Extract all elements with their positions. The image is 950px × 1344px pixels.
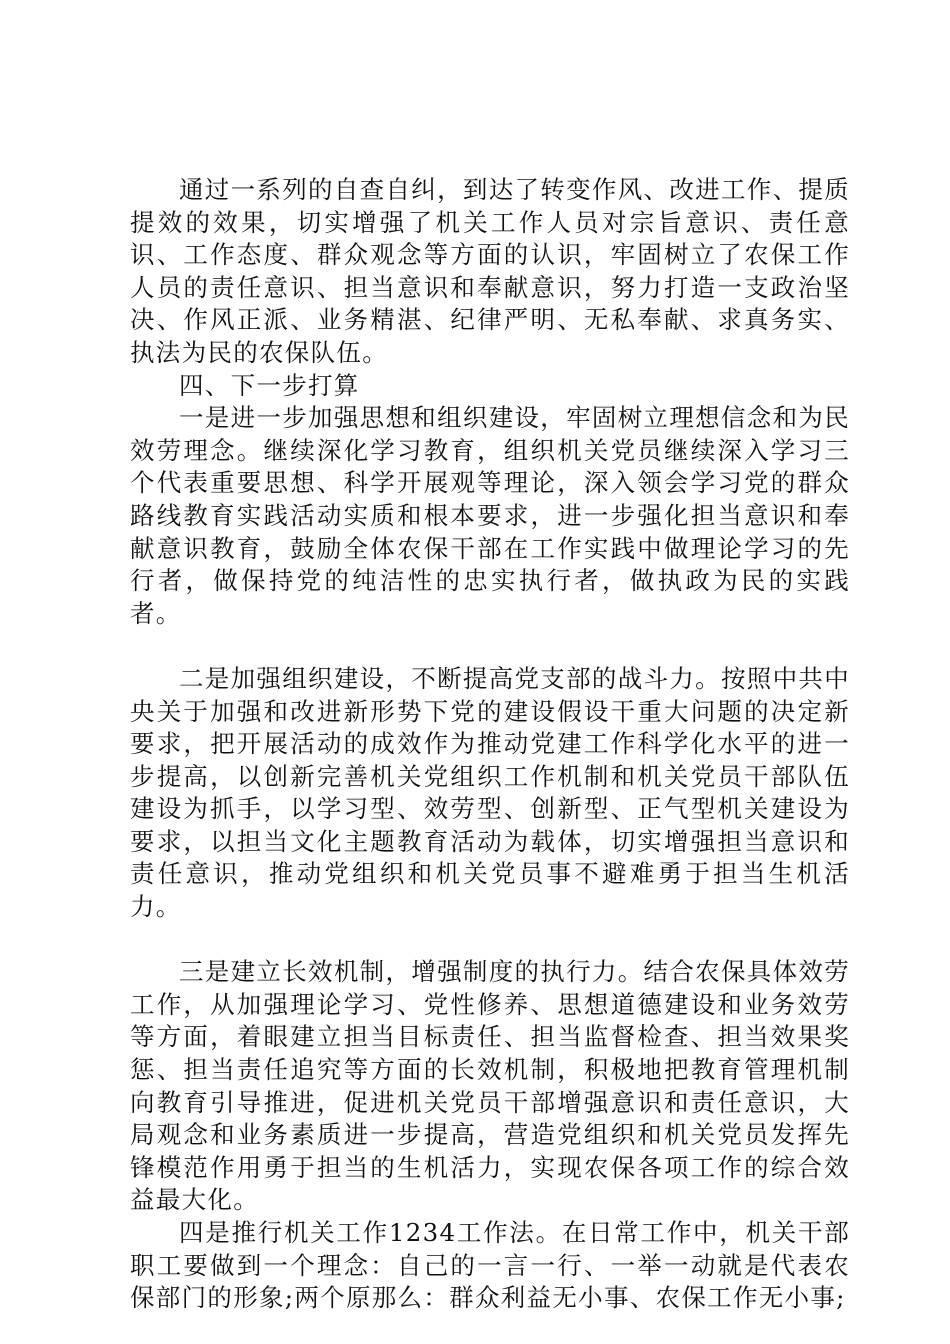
paragraph-1234-work-method: 四是推行机关工作1234工作法。在日常工作中，机关干部职工要做到一个理念：自己的一言一行、一举一动就是代表农保部门的形象;两个原那么：群众利益无小事、农保工作无小事; — [130, 1218, 850, 1313]
paragraph-ideology-building: 一是进一步加强思想和组织建设，牢固树立理想信念和为民效劳理念。继续深化学习教育，组织机关党员继续深入学习三个代表重要思想、科学开展观等理论，深入领会学习党的群众路线教育实践活动实质和根本要求，进一步强化担当意识和奉献意识教育，鼓励全体农保干部在工作实践中做理论学习的先行者，做保持党的纯洁性的忠实执行者，做执政为民的实践者。 — [130, 403, 850, 628]
paragraph-organization-building: 二是加强组织建设，不断提高党支部的战斗力。按照中共中央关于加强和改进新形势下党的建设假设干重大问题的决定新要求，把开展活动的成效作为推动党建工作科学化水平的进一步提高，以创新完善机关党组织工作机制和机关党员干部队伍建设为抓手，以学习型、效劳型、创新型、正气型机关建设为要求，以担当文化主题教育活动为载体，切实增强担当意识和责任意识，推动党组织和机关党员事不避难勇于担当生机活力。 — [130, 663, 850, 922]
paragraph-spacer — [130, 630, 850, 663]
document-body — [130, 174, 850, 1315]
paragraph-long-term-mechanism: 三是建立长效机制，增强制度的执行力。结合农保具体效劳工作，从加强理论学习、党性修养、思想道德建设和业务效劳等方面，着眼建立担当目标责任、担当监督检查、担当效果奖惩、担当责任追究等方面的长效机制，积极地把教育管理机制向教育引导推进，促进机关党员干部增强意识和责任意识，大局观念和业务素质进一步提高，营造党组织和机关党员发挥先锋模范作用勇于担当的生机活力，实现农保各项工作的综合效益最大化。 — [130, 957, 850, 1215]
section-heading-next-steps: 四、下一步打算 — [179, 370, 360, 400]
paragraph-spacer — [130, 924, 850, 957]
paragraph-self-inspection-results: 通过一系列的自查自纠，到达了转变作风、改进工作、提质提效的效果，切实增强了机关工作人员对宗旨意识、责任意识、工作态度、群众观念等方面的认识，牢固树立了农保工作人员的责任意识、担当意识和奉献意识，努力打造一支政治坚决、作风正派、业务精湛、纪律严明、无私奉献、求真务实、执法为民的农保队伍。 — [130, 175, 850, 367]
